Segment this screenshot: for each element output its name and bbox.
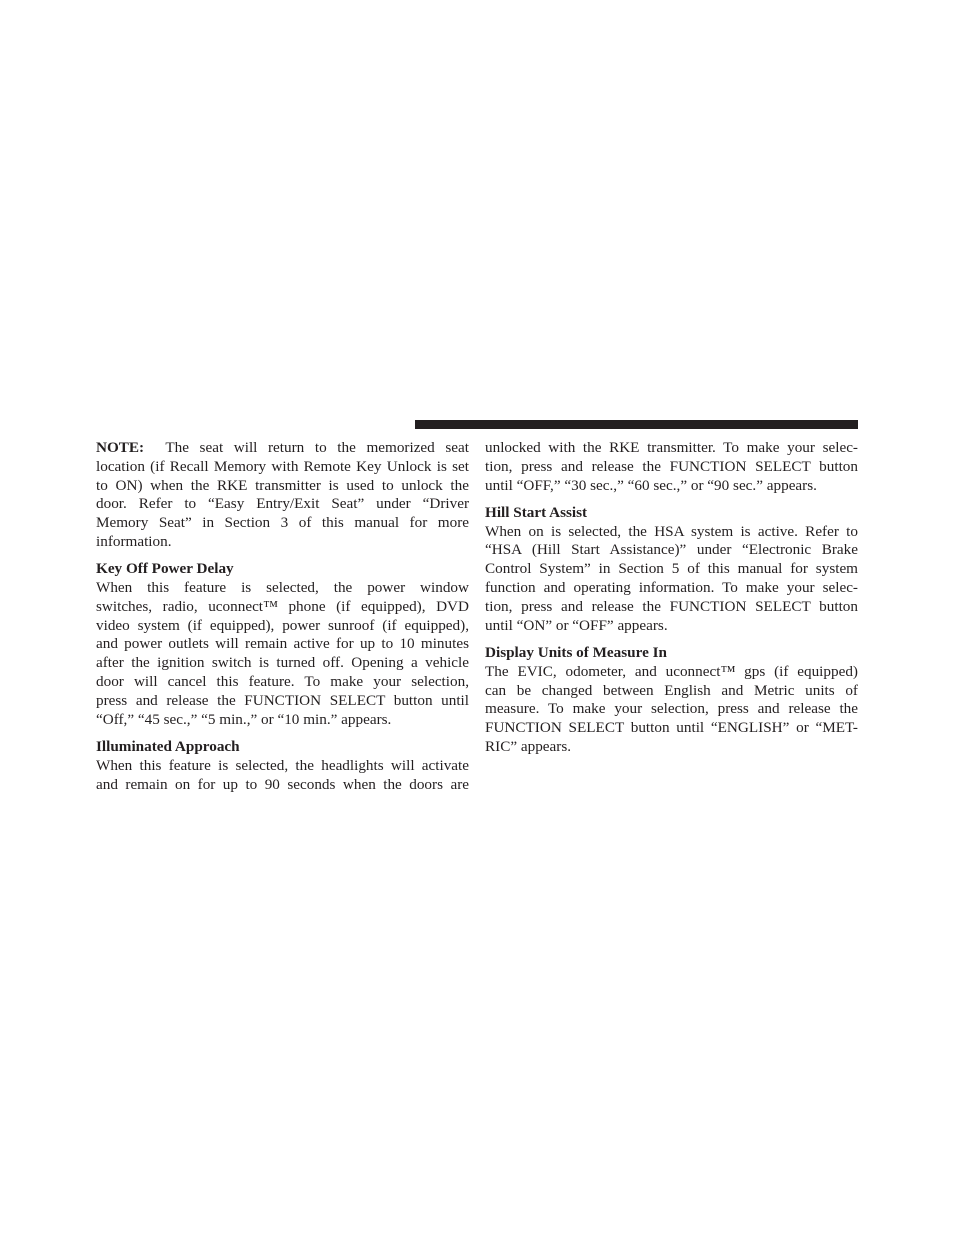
key-off-paragraph — [96, 579, 469, 729]
right-column — [485, 439, 858, 757]
illuminated-paragraph — [96, 757, 469, 795]
display-units-line: RIC” appears. — [485, 737, 572, 755]
display-units-line: FUNCTION SELECT button until “ENGLISH” or “MET- — [485, 719, 858, 737]
note-paragraph — [96, 439, 469, 552]
key-off-line: press and release the FUNCTION SELECT button until — [96, 691, 469, 709]
hill-start-line: When on is selected, the HSA system is active. Refer to — [485, 522, 858, 540]
note-line: information. — [96, 532, 172, 550]
note-line-text: The seat will return to the memorized seat — [165, 439, 469, 456]
continuation-line: until “OFF,” “30 sec.,” “60 sec.,” or “90 sec.” appears. — [485, 476, 817, 494]
note-line: Memory Seat” in Section 3 of this manual for more — [96, 514, 469, 532]
hill-start-line: Control System” in Section 5 of this manual for system — [485, 560, 858, 578]
hill-start-line: “HSA (Hill Start Assistance)” under “Electronic Brake — [485, 541, 858, 559]
display-units-heading: Display Units of Measure In — [485, 643, 667, 661]
key-off-line: “Off,” “45 sec.,” “5 min.,” or “10 min.” appears. — [96, 710, 392, 728]
key-off-line: after the ignition switch is turned off. Opening a vehicle — [96, 654, 469, 672]
display-units-line: The EVIC, odometer, and uconnect™ gps (if equipped) — [485, 662, 858, 680]
hill-start-assist-heading: Hill Start Assist — [485, 503, 588, 521]
hill-start-paragraph — [485, 523, 858, 636]
display-units-line: measure. To make your selection, press and release the — [485, 700, 858, 718]
hill-start-line: function and operating information. To make your selec- — [485, 579, 858, 597]
hill-start-line: tion, press and release the FUNCTION SELECT button — [485, 597, 858, 615]
display-units-paragraph — [485, 663, 858, 757]
note-line — [96, 439, 469, 458]
continuation-line: unlocked with the RKE transmitter. To make your selec- — [485, 439, 858, 456]
note-line: door. Refer to “Easy Entry/Exit Seat” under “Driver — [96, 495, 469, 513]
note-line: to ON) when the RKE transmitter is used to unlock the — [96, 476, 469, 494]
note-line: location (if Recall Memory with Remote Key Unlock is set — [96, 457, 469, 475]
note-label: NOTE: — [96, 439, 145, 456]
illuminated-approach-heading: Illuminated Approach — [96, 737, 240, 755]
section-header-bar — [415, 420, 858, 429]
key-off-line: When this feature is selected, the power window — [96, 579, 469, 597]
key-off-line: video system (if equipped), power sunroof (if equipped), — [96, 616, 469, 634]
illuminated-line: When this feature is selected, the headlights will activate — [96, 756, 469, 774]
key-off-line: door will cancel this feature. To make your selection, — [96, 673, 469, 691]
display-units-line: can be changed between English and Metric units of — [485, 681, 858, 699]
continuation-paragraph — [485, 439, 858, 495]
hill-start-line: until “ON” or “OFF” appears. — [485, 616, 668, 634]
illuminated-line: and remain on for up to 90 seconds when the doors are — [96, 775, 469, 793]
key-off-line: and power outlets will remain active for up to 10 minutes — [96, 635, 469, 653]
left-column — [96, 439, 469, 794]
key-off-power-delay-heading: Key Off Power Delay — [96, 560, 234, 578]
continuation-line: tion, press and release the FUNCTION SELECT button — [485, 457, 858, 475]
key-off-line: switches, radio, uconnect™ phone (if equipped), DVD — [96, 597, 469, 615]
